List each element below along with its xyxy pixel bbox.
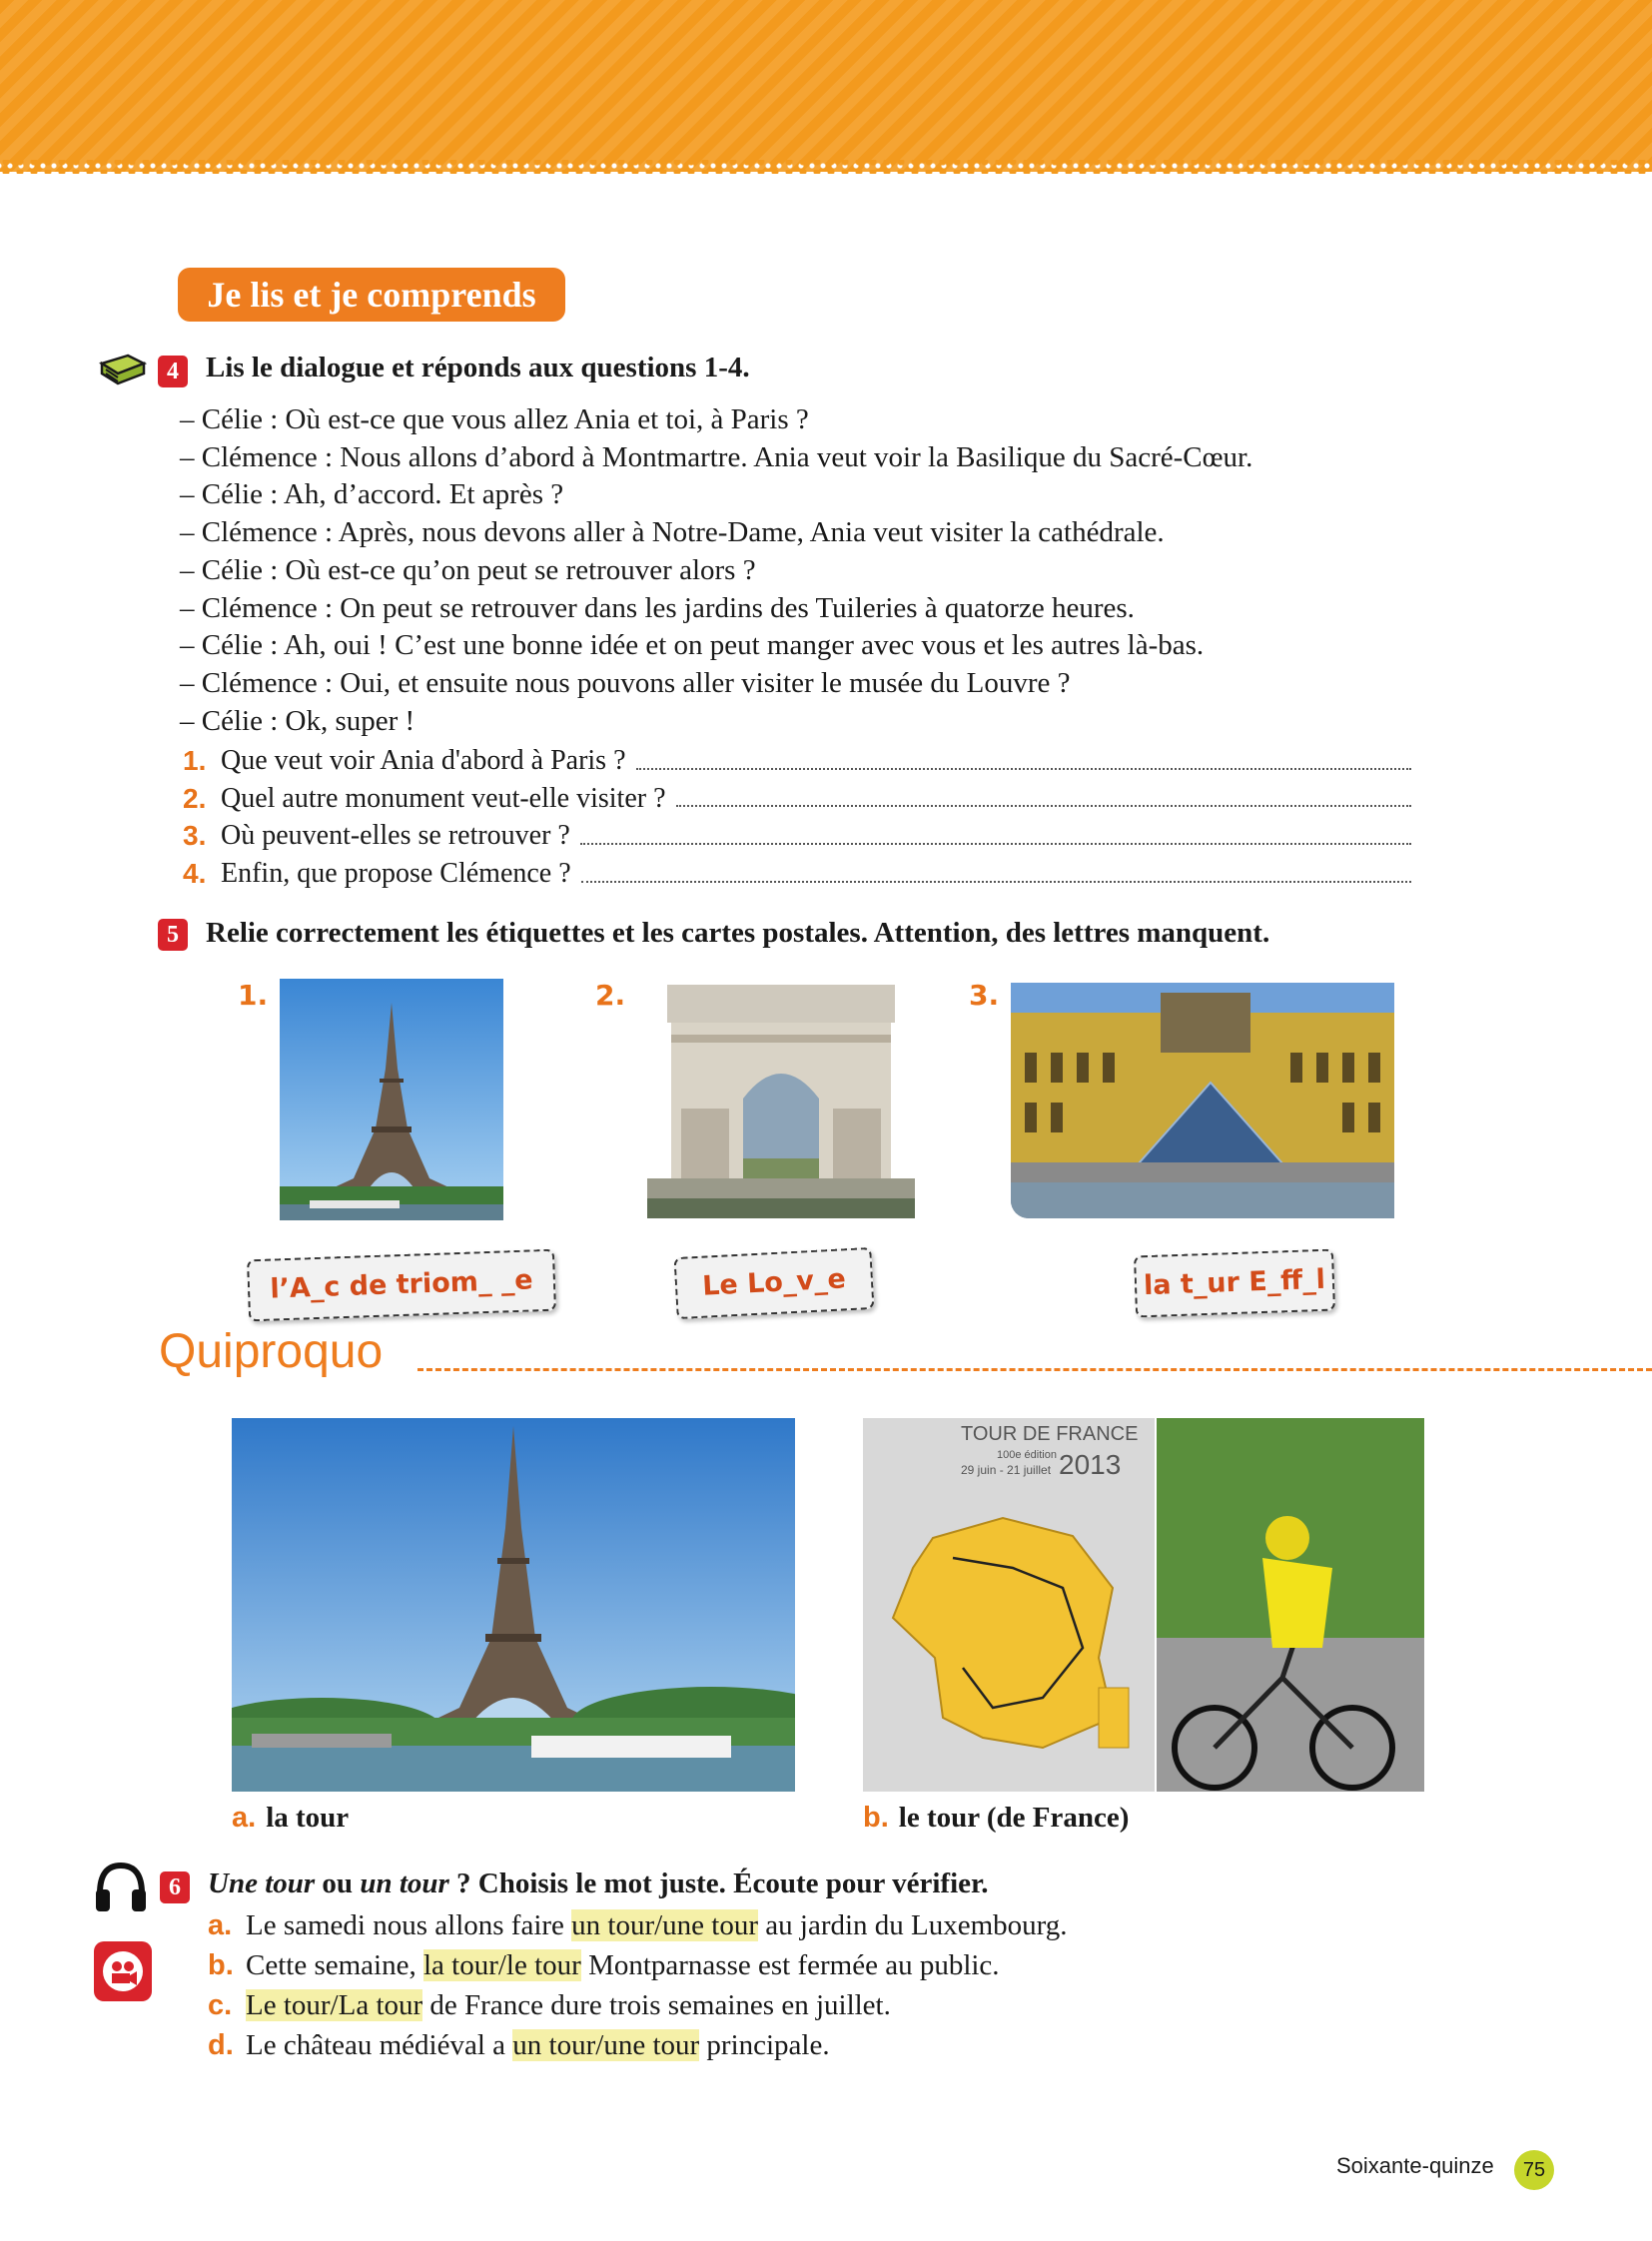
ex6-item-d xyxy=(208,2025,1068,2065)
question-list xyxy=(183,742,1411,893)
photo-number-3: 3. xyxy=(969,979,1000,1012)
dialogue-line: – Clémence : Nous allons d’abord à Montmartre. Ania veut voir la Basilique du Sacré-Cœur. xyxy=(180,440,1253,473)
photo-tour-de-france xyxy=(863,1418,1424,1792)
caption-b xyxy=(863,1802,1129,1835)
choice-highlight[interactable]: un tour/une tour xyxy=(512,2029,700,2061)
tdf-poster-title: TOUR DE FRANCE xyxy=(961,1423,1139,1445)
label-louvre[interactable]: Le Lo_v_e xyxy=(674,1247,875,1319)
choice-highlight[interactable]: la tour/le tour xyxy=(422,1949,581,1981)
item-letter: c. xyxy=(208,1989,233,2021)
ex6-item-a xyxy=(208,1905,1068,1945)
postcard-louvre[interactable] xyxy=(1011,983,1394,1218)
question-number: 4. xyxy=(183,858,207,890)
tdf-poster-dates: 29 juin - 21 juillet xyxy=(961,1463,1052,1477)
instr-une-tour: Une tour xyxy=(208,1868,316,1899)
question-number: 2. xyxy=(183,782,207,814)
answer-line[interactable] xyxy=(636,742,1412,770)
quiproquo-title: Quiproquo xyxy=(159,1325,384,1378)
exercise-4-badge: 4 xyxy=(158,356,188,387)
photo-number-1: 1. xyxy=(238,979,269,1012)
banner-torn-edge xyxy=(0,160,1652,174)
question-row xyxy=(183,742,1411,780)
video-icon[interactable] xyxy=(92,1939,154,2003)
tdf-poster-year: 2013 xyxy=(1059,1449,1122,1480)
headphones-icon[interactable] xyxy=(92,1860,150,1915)
dialogue xyxy=(180,401,1428,740)
item-post: au jardin du Luxembourg. xyxy=(758,1909,1068,1941)
answer-line[interactable] xyxy=(581,855,1411,883)
question-row xyxy=(183,780,1411,818)
footer-page-word: Soixante-quinze xyxy=(1336,2153,1494,2178)
exercise-5-instruction: Relie correctement les étiquettes et les cartes postales. Attention, des lettres manquent. xyxy=(206,917,1270,949)
label-eiffel-tower[interactable]: la t_ur E_ff_l xyxy=(1134,1249,1335,1318)
photo-eiffel-tower xyxy=(232,1418,795,1792)
item-post: Montparnasse est fermée au public. xyxy=(580,1949,1000,1981)
section-title: Je lis et je comprends xyxy=(178,268,565,322)
item-letter: b. xyxy=(208,1949,234,1981)
caption-b-letter: b. xyxy=(863,1802,889,1834)
answer-line[interactable] xyxy=(676,780,1411,808)
photo-number-2: 2. xyxy=(595,979,626,1012)
label-arc-de-triomphe[interactable]: l’A_c de triom_ _e xyxy=(247,1249,556,1322)
instr-ou: ou xyxy=(315,1868,361,1899)
dialogue-line: – Célie : Ok, super ! xyxy=(180,704,415,737)
book-icon xyxy=(98,350,148,389)
answer-line[interactable] xyxy=(580,817,1411,845)
caption-a-text: la tour xyxy=(266,1802,350,1834)
question-row xyxy=(183,817,1411,855)
dialogue-line: – Célie : Où est-ce que vous allez Ania et toi, à Paris ? xyxy=(180,403,809,435)
instr-rest: ? Choisis le mot juste. Écoute pour vérifier. xyxy=(448,1868,989,1899)
postcard-arc-de-triomphe[interactable] xyxy=(647,979,915,1218)
item-pre: Cette semaine, xyxy=(246,1949,423,1981)
question-number: 1. xyxy=(183,745,207,776)
exercise-4-instruction: Lis le dialogue et réponds aux questions 1-4. xyxy=(206,352,750,383)
question-text: Enfin, que propose Clémence ? xyxy=(221,858,571,890)
dialogue-line: – Clémence : Oui, et ensuite nous pouvons aller visiter le musée du Louvre ? xyxy=(180,666,1071,699)
item-pre: Le samedi nous allons faire xyxy=(246,1909,572,1941)
exercise-6-badge: 6 xyxy=(160,1871,190,1903)
ex6-item-b xyxy=(208,1945,1068,1985)
dialogue-line: – Célie : Ah, oui ! C’est une bonne idée et on peut manger avec vous et les autres là-bas. xyxy=(180,629,1205,662)
question-row xyxy=(183,855,1411,893)
choice-highlight[interactable]: un tour/une tour xyxy=(571,1909,759,1941)
tdf-poster-edition: 100e édition xyxy=(997,1449,1057,1461)
question-text: Quel autre monument veut-elle visiter ? xyxy=(221,782,666,814)
exercise-6-instruction xyxy=(208,1866,988,1901)
postcard-eiffel-tower[interactable] xyxy=(280,979,503,1220)
question-number: 3. xyxy=(183,820,207,852)
item-post: principale. xyxy=(699,2029,830,2061)
caption-a-letter: a. xyxy=(232,1802,257,1834)
item-pre: Le château médiéval a xyxy=(246,2029,513,2061)
page-number-badge: 75 xyxy=(1514,2150,1554,2190)
quiproquo-divider xyxy=(417,1368,1652,1371)
dialogue-line: – Célie : Où est-ce qu’on peut se retrouver alors ? xyxy=(180,553,756,586)
question-text: Où peuvent-elles se retrouver ? xyxy=(221,820,570,852)
item-letter: a. xyxy=(208,1909,233,1941)
caption-b-text: le tour (de France) xyxy=(898,1802,1130,1834)
dialogue-line: – Clémence : On peut se retrouver dans les jardins des Tuileries à quatorze heures. xyxy=(180,591,1135,624)
choice-highlight[interactable]: Le tour/La tour xyxy=(246,1989,423,2021)
item-letter: d. xyxy=(208,2029,234,2061)
exercise-6-items xyxy=(208,1905,1068,2065)
ex6-item-c xyxy=(208,1985,1068,2025)
question-text: Que veut voir Ania d'abord à Paris ? xyxy=(221,745,626,776)
top-banner xyxy=(0,0,1652,172)
dialogue-line: – Célie : Ah, d’accord. Et après ? xyxy=(180,478,564,511)
caption-a xyxy=(232,1802,349,1835)
exercise-5-badge: 5 xyxy=(158,919,188,951)
dialogue-line: – Clémence : Après, nous devons aller à Notre-Dame, Ania veut visiter la cathédrale. xyxy=(180,516,1165,549)
item-post: de France dure trois semaines en juillet. xyxy=(422,1989,891,2021)
instr-un-tour: un tour xyxy=(360,1868,449,1899)
